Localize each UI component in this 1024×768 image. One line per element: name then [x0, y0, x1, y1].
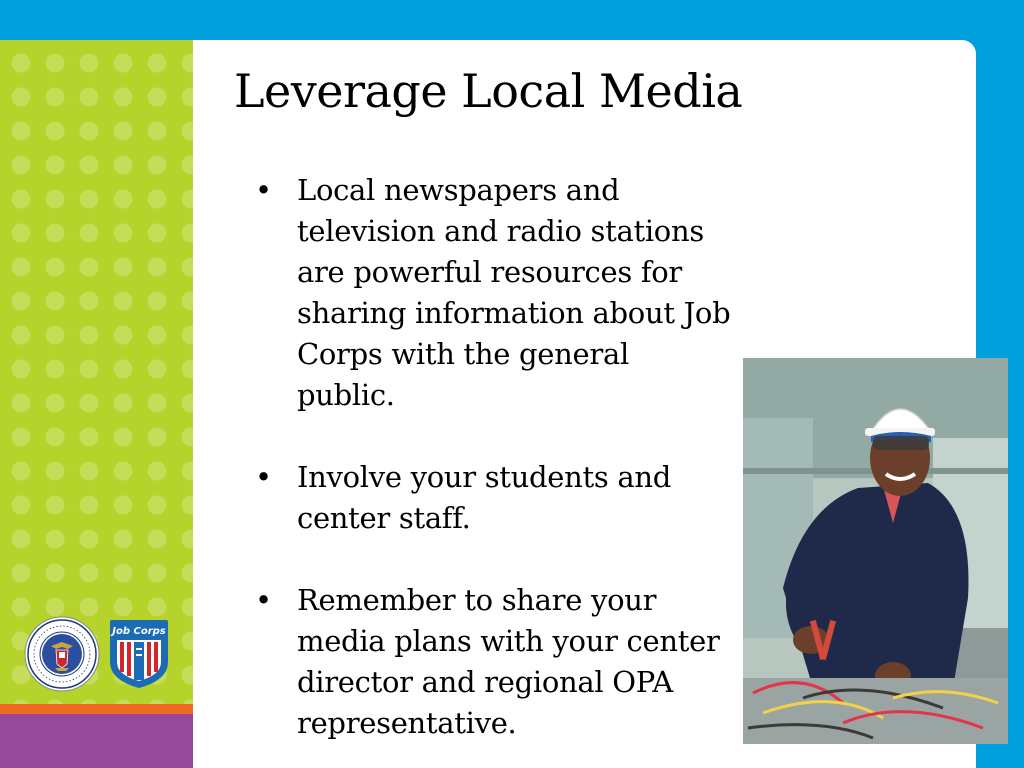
purple-stripe	[0, 714, 193, 768]
student-with-hard-hat-photo	[743, 358, 1008, 744]
department-of-labor-seal-icon	[24, 616, 100, 692]
bullet-item	[255, 580, 735, 744]
job-corps-logo-icon	[108, 618, 170, 690]
orange-stripe	[0, 704, 193, 714]
bullet-text: Local newspapers and television and radio stations are powerful resources for sharing information about Job Corps with the general public.	[297, 173, 731, 412]
bullet-dot-icon: •	[255, 173, 272, 207]
bullet-item	[255, 457, 735, 539]
bullet-list	[255, 170, 735, 744]
bullet-dot-icon: •	[255, 460, 272, 494]
bullet-text: Remember to share your media plans with your center director and regional OPA representative.	[297, 583, 720, 740]
bullet-dot-icon: •	[255, 583, 272, 617]
slide-title: Leverage Local Media	[234, 64, 743, 118]
bullet-text: Involve your students and center staff.	[297, 460, 672, 535]
bullet-item	[255, 170, 735, 416]
left-decorative-panel	[0, 40, 193, 704]
job-corps-label: Job Corps	[112, 626, 166, 637]
